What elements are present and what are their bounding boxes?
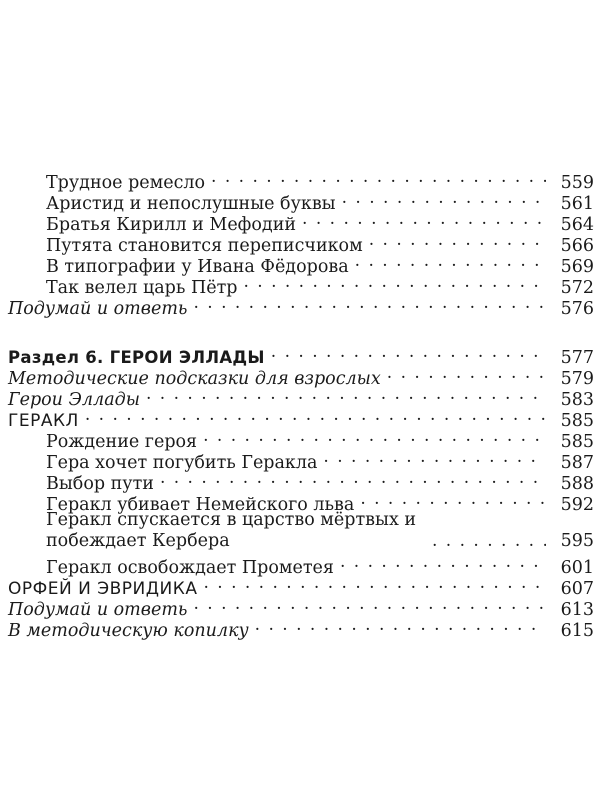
toc-entry-title: Геракл спускается в царство мёртвых и побеждает Кербера — [46, 510, 417, 551]
toc-entry-title: Выбор пути — [46, 474, 154, 494]
toc-entry — [8, 426, 594, 452]
dot-leader — [255, 615, 546, 636]
dot-leader — [302, 209, 546, 230]
dot-leader — [193, 293, 546, 314]
dot-leader — [432, 531, 546, 552]
toc-entry-title: Гера хочет погубить Геракла — [46, 453, 318, 473]
dot-leader — [271, 342, 546, 363]
toc-entry-title: Подумай и ответь — [8, 600, 188, 620]
toc-entry — [8, 167, 594, 193]
dot-leader — [243, 272, 546, 293]
toc-entry-title: В методическую копилку — [8, 621, 249, 641]
toc-entry-page: 561 — [560, 194, 594, 214]
toc-entry-page: 585 — [560, 432, 594, 452]
toc-entry — [8, 447, 594, 473]
toc-section-heading — [8, 342, 594, 368]
toc-entry-page: 583 — [560, 390, 594, 410]
dot-leader — [211, 167, 546, 188]
toc-entry — [8, 188, 594, 214]
toc-entry-title: Раздел 6. ГЕРОИ ЭЛЛАДЫ — [8, 348, 265, 367]
toc-entry-page: 613 — [560, 600, 594, 620]
toc-entry-page: 601 — [560, 558, 594, 578]
toc-entry — [8, 230, 594, 256]
toc-entry-title: Так велел царь Пётр — [46, 278, 238, 298]
toc-entry — [8, 251, 594, 277]
dot-leader — [160, 468, 546, 489]
toc-entry-page: 615 — [560, 621, 594, 641]
toc-entry — [8, 615, 594, 641]
toc-entry — [8, 272, 594, 298]
toc-entry-page: 577 — [560, 348, 594, 368]
dot-leader — [369, 230, 546, 251]
dot-leader — [355, 251, 546, 272]
toc-entry — [8, 489, 594, 515]
dot-leader — [342, 188, 546, 209]
dot-leader — [340, 552, 546, 573]
toc-entry-title: Методические подсказки для взрослых — [8, 369, 381, 389]
toc-entry-page: 585 — [560, 411, 594, 431]
toc-entry-page: 572 — [560, 278, 594, 298]
toc-entry-title: ГЕРАКЛ — [8, 411, 79, 431]
dot-leader — [193, 594, 546, 615]
toc-entry-page: 569 — [560, 257, 594, 277]
toc-entry — [8, 573, 594, 599]
dot-leader — [203, 426, 546, 447]
toc-entry — [8, 552, 594, 578]
toc-section-1 — [8, 167, 594, 319]
toc-entry — [8, 293, 594, 319]
toc-entry-title: Рождение героя — [46, 432, 198, 452]
dot-leader — [323, 447, 546, 468]
toc-entry-title: Подумай и ответь — [8, 299, 188, 319]
toc-entry-page: 564 — [560, 215, 594, 235]
toc-entry — [8, 468, 594, 494]
toc-entry-page: 559 — [560, 173, 594, 193]
toc-entry — [8, 405, 594, 431]
toc-entry-title: Братья Кирилл и Мефодий — [46, 215, 297, 235]
toc-entry — [8, 363, 594, 389]
toc-entry-page: 576 — [560, 299, 594, 319]
dot-leader — [85, 405, 546, 426]
dot-leader — [387, 363, 546, 384]
toc-entry — [8, 209, 594, 235]
toc-entry — [8, 594, 594, 620]
toc-entry-page: 595 — [560, 531, 594, 551]
toc-section-2 — [8, 342, 594, 641]
dot-leader — [203, 573, 546, 594]
toc-entry-title: ОРФЕЙ И ЭВРИДИКА — [8, 579, 198, 599]
toc-entry-page: 566 — [560, 236, 594, 256]
toc-entry-title: Путята становится переписчиком — [46, 236, 363, 256]
toc-entry-page: 587 — [560, 453, 594, 473]
dot-leader — [146, 384, 546, 405]
toc-entry-title: Аристид и непослушные буквы — [46, 194, 336, 214]
toc-entry-title: В типографии у Ивана Фёдорова — [46, 257, 349, 277]
toc-entry — [8, 510, 594, 552]
dot-leader — [360, 489, 546, 510]
toc-entry — [8, 384, 594, 410]
toc-entry-title: Геракл убивает Немейского льва — [46, 495, 355, 515]
toc-entry-title: Трудное ремесло — [46, 173, 206, 193]
toc-entry-page: 579 — [560, 369, 594, 389]
toc-entry-title: Герои Эллады — [8, 390, 140, 410]
toc-entry-page: 592 — [560, 495, 594, 515]
toc-entry-page: 607 — [560, 579, 594, 599]
toc-entry-title: Геракл освобождает Прометея — [46, 558, 334, 578]
toc-entry-page: 588 — [560, 474, 594, 494]
